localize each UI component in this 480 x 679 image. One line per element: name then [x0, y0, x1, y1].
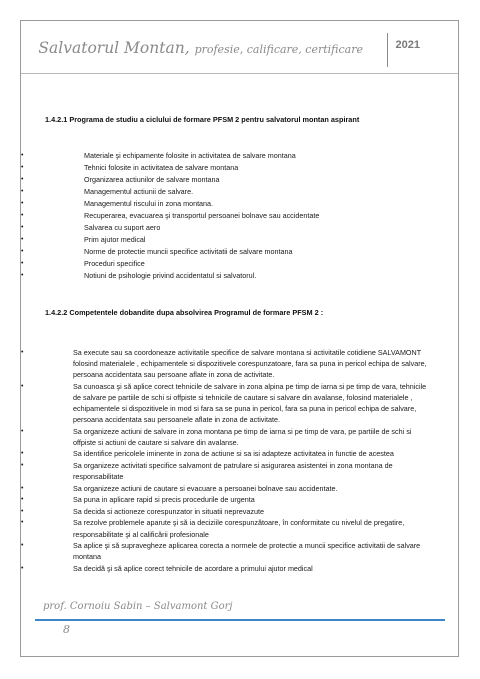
bullet-icon: •	[21, 176, 24, 183]
list-item	[21, 150, 319, 162]
list-item	[21, 460, 431, 482]
section-heading-programa: 1.4.2.1 Programa de studiu a ciclului de formare PFSM 2 pentru salvatorul montan aspirant	[45, 115, 360, 124]
list-item	[21, 517, 431, 539]
list-item-text: Sa identifice pericolele iminente in zona de actiune si sa isi adapteze activitatea in functie de acestea	[73, 449, 394, 459]
list-item-text: Proceduri specifice	[84, 259, 145, 268]
list-item-text: Sa execute sau sa coordoneaze activitatile specifice de salvare montana si activitatile cotidiene SALVAMONT folosind materialele , echipamentele si dispozitivele corespunzatoare, fara sa puna in pericol echipa de salvare, persoana accidentata sau persoane aflate in zona de activitate.	[73, 348, 427, 380]
list-item	[21, 162, 319, 174]
list-item-text: Sa rezolve problemele aparute şi să ia deciziile corespunzătoare, în conformitate cu nivelul de pregatire, responsabilitate şi al calificării profesionale	[73, 518, 405, 539]
list-item-text: Sa aplice şi să supravegheze aplicarea corecta a normele de protectie a muncii specifice activitatii de salvare montana	[73, 541, 421, 562]
list-item-text: Norme de protectie muncii specifice activitatii de salvare montana	[84, 247, 293, 256]
list-item	[21, 210, 319, 222]
list-item-text: Managementul riscului in zona montana.	[84, 199, 214, 208]
list-item-text: Salvarea cu suport aero	[84, 223, 161, 232]
bullet-icon: •	[21, 260, 24, 267]
list-item-text: Materiale şi echipamente folosite in activitatea de salvare montana	[84, 151, 296, 160]
section-heading-competente: 1.4.2.2 Competentele dobandite dupa absolvirea Programul de formare PFSM 2 :	[45, 308, 324, 317]
competente-list	[21, 347, 431, 574]
bullet-icon: •	[21, 496, 24, 504]
list-item	[21, 347, 431, 380]
list-item	[21, 448, 431, 459]
list-item	[21, 426, 431, 448]
bullet-icon: •	[21, 564, 24, 572]
list-item	[21, 506, 431, 517]
bullet-icon: •	[21, 382, 24, 390]
list-item-text: Sa organizeze activitati specifice salvamont de patrulare si asigurarea asistentei in zona montana de responsabilitate	[73, 460, 393, 481]
list-item	[21, 174, 319, 186]
bullet-icon: •	[21, 164, 24, 171]
bullet-icon: •	[21, 461, 24, 469]
header-year: 2021	[395, 39, 420, 51]
page-number: 8	[63, 623, 70, 636]
list-item-text: Sa decida si actioneze corespunzator in situatii neprevazute	[73, 506, 264, 516]
author-signature: prof. Cornoiu Sabin – Salvamont Gorj	[43, 601, 233, 612]
list-item-text: Notiuni de psihologie privind accidentatul si salvatorul.	[84, 271, 257, 280]
bullet-icon: •	[21, 248, 24, 255]
list-item	[21, 483, 431, 494]
list-item	[21, 222, 319, 234]
list-item-text: Sa organizeze actiuni de cautare si evacuare a persoanei bolnave sau accidentate.	[73, 483, 338, 493]
list-item	[21, 270, 319, 282]
bullet-icon: •	[21, 224, 24, 231]
bullet-icon: •	[21, 427, 24, 435]
header-subtitle: profesie, calificare, certificare	[194, 43, 363, 56]
list-item	[21, 186, 319, 198]
bullet-icon: •	[21, 212, 24, 219]
list-item	[21, 198, 319, 210]
list-item-text: Sa decidă şi să aplice corect tehnicile de acordare a primului ajutor medical	[73, 563, 313, 573]
footer-rule	[35, 619, 445, 621]
bullet-icon: •	[21, 542, 24, 550]
programa-list	[21, 150, 319, 282]
list-item-text: Sa cunoasca şi să aplice corect tehnicile de salvare in zona alpina pe timp de iarna si pe timp de vara, tehnicile de salvare pe partiile de schi si offpiste si tehnicile de cautare si salvare din avalanse, folosind materialele , echipamentele si dispozitivele in mod si fara sa se puna in pericol, fara sa puna in pericol echipa de salvare, persoana accidentata sau persoanele aflate in zona de activitate.	[73, 381, 427, 424]
list-item	[21, 381, 431, 425]
list-item-text: Tehnici folosite in activitatea de salvare montana	[84, 163, 239, 172]
list-item-text: Sa puna in aplicare rapid si precis procedurile de urgenta	[73, 495, 255, 505]
list-item-text: Organizarea actiunilor de salvare montana	[84, 175, 220, 184]
list-item-text: Managementul actiunii de salvare.	[84, 187, 194, 196]
bullet-icon: •	[21, 507, 24, 515]
list-item	[21, 258, 319, 270]
header-separator	[387, 33, 388, 67]
list-item	[21, 234, 319, 246]
header-title	[38, 39, 363, 57]
bullet-icon: •	[21, 272, 24, 279]
bullet-icon: •	[21, 519, 24, 527]
header-rule	[21, 73, 458, 74]
list-item	[21, 563, 431, 574]
list-item-text: Sa organizeze actiuni de salvare in zona montana pe timp de iarna si pe timp de vara, pe partiile de schi si offpiste si actiuni de cautare si salvare din avalanse.	[73, 426, 412, 447]
list-item-text: Recuperarea, evacuarea şi transportul persoanei bolnave sau accidentate	[84, 211, 320, 220]
list-item-text: Prim ajutor medical	[84, 235, 146, 244]
document-page	[20, 20, 459, 657]
bullet-icon: •	[21, 200, 24, 207]
list-item	[21, 246, 319, 258]
bullet-icon: •	[21, 349, 24, 356]
header-title-main: Salvatorul Montan,	[38, 39, 190, 57]
bullet-icon: •	[21, 484, 24, 492]
bullet-icon: •	[21, 236, 24, 243]
bullet-icon: •	[21, 188, 24, 195]
list-item	[21, 540, 431, 562]
list-item	[21, 494, 431, 505]
bullet-icon: •	[21, 152, 24, 159]
bullet-icon: •	[21, 450, 24, 458]
